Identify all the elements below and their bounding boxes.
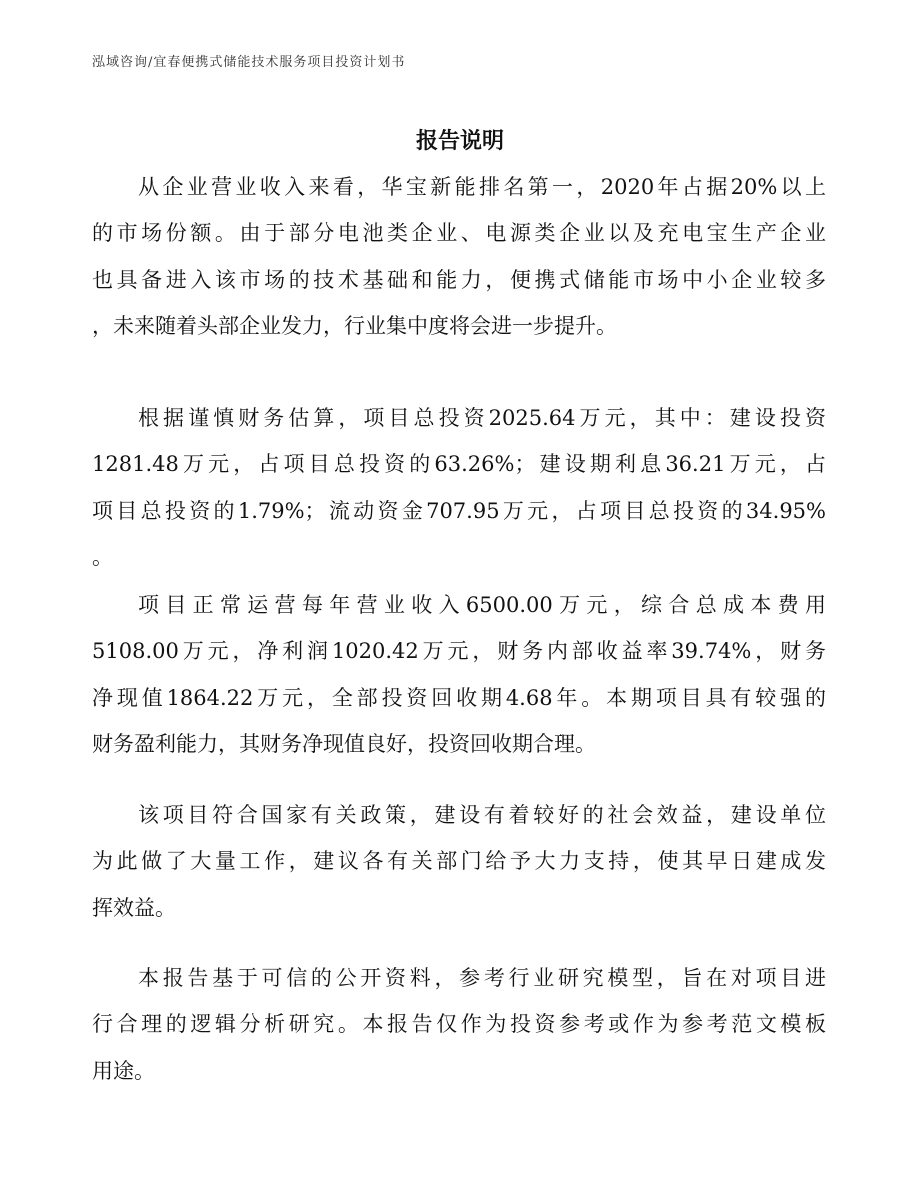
paragraph-line: 根据谨慎财务估算，项目总投资2025.64万元，其中：建设投资 [138,406,826,430]
paragraph-line: 也具备进入该市场的技术基础和能力，便携式储能市场中小企业较多 [92,267,826,292]
paragraph-line: 的市场份额。由于部分电池类企业、电源类企业以及充电宝生产企业 [92,221,826,246]
paragraph-line: 财务盈利能力，其财务净现值良好，投资回收期合理。 [92,731,596,756]
paragraph-policy [92,792,826,931]
paragraph-line: 项目总投资的1.79%；流动资金707.95万元，占项目总投资的34.95% [92,498,826,523]
paragraph-investment [92,395,826,580]
running-header: 泓域咨询/宜春便携式储能技术服务项目投资计划书 [92,55,406,70]
paragraph-market [92,164,826,349]
paragraph-line: 本报告基于可信的公开资料，参考行业研究模型，旨在对项目进 [138,966,826,990]
paragraph-line: 挥效益。 [92,895,176,920]
paragraph-line: 5108.00万元，净利润1020.42万元，财务内部收益率39.74%，财务 [92,639,826,664]
paragraph-disclaimer [92,955,826,1094]
paragraph-line: 该项目符合国家有关政策，建设有着较好的社会效益，建设单位 [138,803,826,827]
section-title: 报告说明 [415,128,504,154]
paragraph-line: 项目正常运营每年营业收入6500.00万元，综合总成本费用 [138,593,826,617]
paragraph-line: 从企业营业收入来看，华宝新能排名第一，2020年占据20%以上 [138,175,826,199]
paragraph-line: ，未来随着头部企业发力，行业集中度将会进一步提升。 [92,313,617,338]
paragraph-line: 行合理的逻辑分析研究。本报告仅作为投资参考或作为参考范文模板 [92,1012,826,1037]
paragraph-line: 为此做了大量工作，建议各有关部门给予大力支持，使其早日建成发 [92,849,826,874]
paragraph-line: 。 [92,544,113,569]
paragraph-line: 净现值1864.22万元，全部投资回收期4.68年。本期项目具有较强的 [92,685,826,710]
paragraph-line: 1281.48万元，占项目总投资的63.26%；建设期利息36.21万元，占 [92,452,826,477]
paragraph-financials [92,582,826,767]
paragraph-line: 用途。 [92,1058,155,1083]
